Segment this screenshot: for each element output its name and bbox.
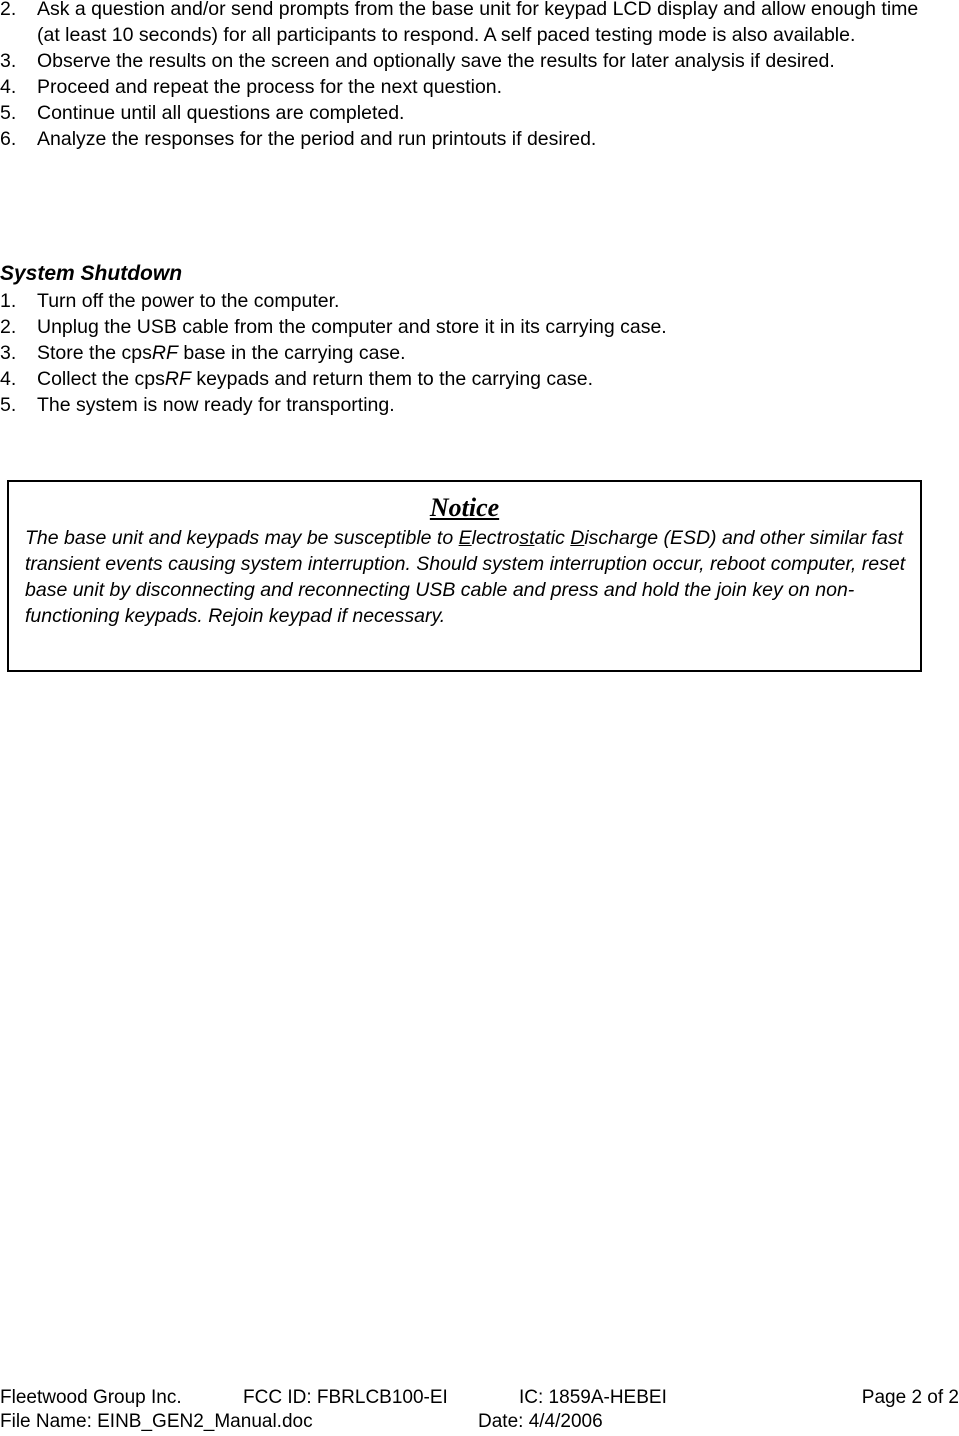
step-text-post: keypads and return them to the carrying case. [190, 368, 594, 390]
notice-text-underlined: E [458, 527, 472, 549]
footer-fcc-id: FCC ID: FBRLCB100-EI [243, 1387, 448, 1408]
shutdown-step [0, 366, 945, 392]
footer-date: Date: 4/4/2006 [478, 1411, 603, 1432]
step-number: 2. [0, 316, 17, 338]
step-text-emphasis: RF [164, 368, 191, 390]
footer-line-2 [0, 1410, 959, 1434]
notice-text-segment: lectro [471, 527, 520, 549]
step-number: 4. [0, 368, 17, 390]
notice-text-segment: The base unit and keypads may be susceptible to [25, 527, 459, 549]
step-number: 6. [0, 128, 17, 150]
section-heading-system-shutdown: System Shutdown [0, 262, 183, 285]
step-number: 5. [0, 394, 17, 416]
shutdown-list [0, 288, 945, 418]
step-text-emphasis: RF [151, 342, 178, 364]
step-number: 3. [0, 342, 17, 364]
step-text-pre: Store the cps [37, 342, 152, 364]
shutdown-step [0, 288, 945, 314]
notice-box [7, 480, 922, 672]
procedure-step [0, 74, 945, 100]
step-text-post: base in the carrying case. [177, 342, 406, 364]
step-text: Proceed and repeat the process for the next question. [37, 76, 503, 98]
step-text: Continue until all questions are completed. [37, 102, 405, 124]
shutdown-step [0, 340, 945, 366]
notice-title: Notice [429, 493, 500, 522]
step-number: 2. [0, 0, 17, 20]
notice-text-underlined: D [570, 527, 585, 549]
step-text: Unplug the USB cable from the computer and store it in its carrying case. [37, 316, 667, 338]
step-text: Observe the results on the screen and optionally save the results for later analysis if desired. [37, 50, 835, 72]
step-number: 1. [0, 290, 17, 312]
step-text-pre: Collect the cps [37, 368, 165, 390]
footer-page-number: Page 2 of 2 [861, 1387, 959, 1408]
procedure-step [0, 100, 945, 126]
footer-line-1 [0, 1386, 959, 1410]
notice-text-underlined: st [519, 527, 535, 549]
step-text: The system is now ready for transporting. [37, 394, 395, 416]
footer-company: Fleetwood Group Inc. [0, 1387, 182, 1408]
footer-file-name: File Name: EINB_GEN2_Manual.doc [0, 1411, 313, 1432]
footer-ic: IC: 1859A-HEBEI [519, 1387, 667, 1408]
step-text: Turn off the power to the computer. [37, 290, 340, 312]
step-number: 3. [0, 50, 17, 72]
step-number: 5. [0, 102, 17, 124]
procedure-step [0, 0, 945, 48]
procedure-step [0, 126, 945, 152]
notice-text-segment: atic [534, 527, 571, 549]
notice-body [25, 525, 915, 629]
shutdown-step [0, 392, 945, 418]
procedure-step [0, 48, 945, 74]
notice-text-segment: ischarge (ESD) and other similar fast transient events causing system interruption. Should system interruption occur, reboot computer, reset base unit by disconnecting and reconnecting USB cable and press and hold the join key on non-functioning keypads. Rejoin keypad if necessary. [25, 527, 906, 627]
shutdown-step [0, 314, 945, 340]
step-number: 4. [0, 76, 17, 98]
step-text: Analyze the responses for the period and run printouts if desired. [37, 128, 597, 150]
step-text: Ask a question and/or send prompts from the base unit for keypad LCD display and allow enough time (at least 10 seconds) for all participants to respond. A self paced testing mode is also available. [37, 0, 919, 46]
procedure-list [0, 0, 945, 152]
